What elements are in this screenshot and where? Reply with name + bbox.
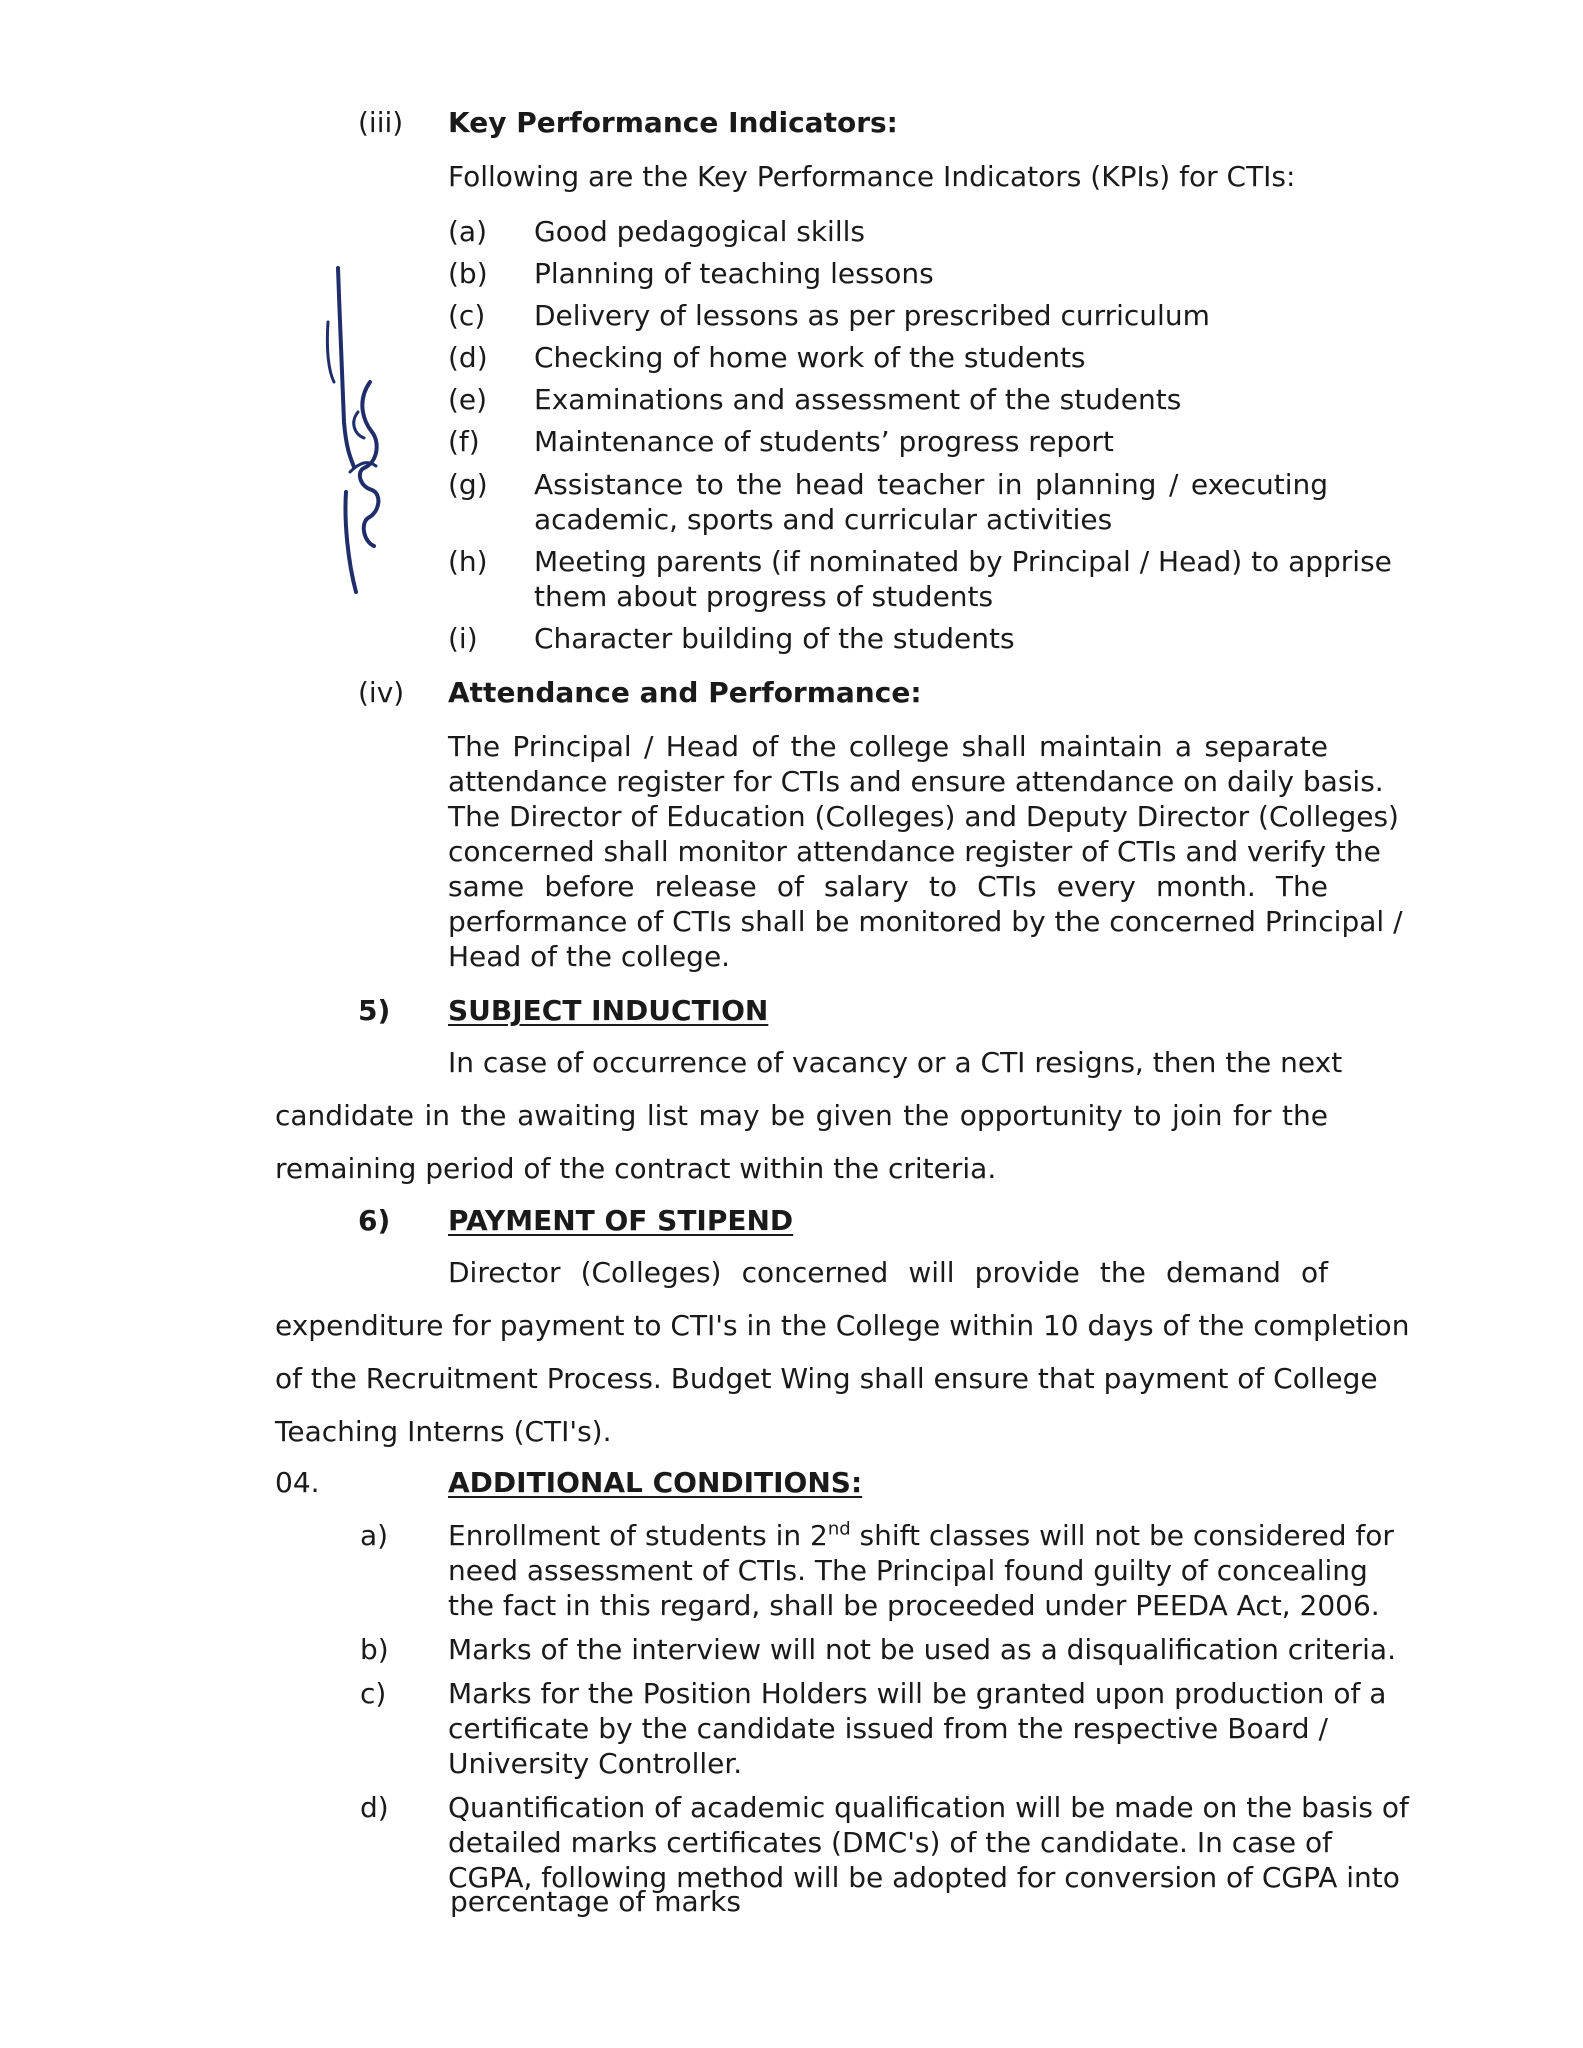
kpi-item-label: (c) — [448, 299, 486, 332]
stipend-paragraph — [275, 1246, 1410, 1458]
attendance-heading: Attendance and Performance: — [448, 676, 922, 709]
kpi-item-text: Good pedagogical skills — [534, 215, 865, 248]
kpi-item-text: Maintenance of students’ progress report — [534, 425, 1114, 458]
kpi-item-label: (i) — [448, 622, 478, 655]
induction-line: In case of occurrence of vacancy or a CTI resigns, then the next — [448, 1046, 1343, 1079]
condition-d-line-4: percentage of marks — [450, 1885, 741, 1918]
kpi-number: (iii) — [358, 106, 404, 139]
conditions-number: 04. — [275, 1466, 320, 1499]
kpi-item-text-cont: academic, sports and curricular activities — [534, 503, 1113, 536]
condition-d-line-1: Quantification of academic qualification will be made on the basis of — [448, 1791, 1409, 1824]
kpi-intro: Following are the Key Performance Indicators (KPIs) for CTIs: — [448, 160, 1296, 193]
condition-a-label: a) — [360, 1519, 389, 1552]
condition-c-line-2: certificate by the candidate issued from the respective Board / — [448, 1712, 1328, 1745]
condition-b-line-1: Marks of the interview will not be used as a disqualification criteria. — [448, 1633, 1396, 1666]
stipend-line: expenditure for payment to CTI's in the College within 10 days of the completion — [275, 1309, 1410, 1342]
kpi-item-label: (d) — [448, 341, 488, 374]
condition-c-line-1: Marks for the Position Holders will be granted upon production of a — [448, 1677, 1387, 1710]
kpi-item-text-cont: them about progress of students — [534, 580, 994, 613]
conditions-heading: ADDITIONAL CONDITIONS: — [448, 1466, 863, 1499]
condition-d-label: d) — [360, 1791, 389, 1824]
kpi-item-label: (e) — [448, 383, 488, 416]
condition-a-line-3: the fact in this regard, shall be proceeded under PEEDA Act, 2006. — [448, 1589, 1380, 1622]
induction-heading: SUBJECT INDUCTION — [448, 994, 769, 1027]
kpi-item-text: Assistance to the head teacher in planning / executing — [534, 468, 1328, 501]
induction-line: remaining period of the contract within the criteria. — [275, 1152, 997, 1185]
condition-a-line-1 — [448, 1518, 1394, 1553]
induction-paragraph — [275, 1036, 1343, 1195]
kpi-item-label: (a) — [448, 215, 488, 248]
condition-a-line-2: need assessment of CTIs. The Principal found guilty of concealing — [448, 1554, 1368, 1587]
attendance-line: The Principal / Head of the college shall maintain a separate — [448, 730, 1328, 763]
attendance-line: performance of CTIs shall be monitored by the concerned Principal / — [448, 905, 1403, 938]
kpi-heading: Key Performance Indicators: — [448, 106, 898, 139]
condition-d-line-2: detailed marks certificates (DMC's) of the candidate. In case of — [448, 1826, 1333, 1859]
induction-line: candidate in the awaiting list may be given the opportunity to join for the — [275, 1099, 1328, 1132]
ordinal-suffix: nd — [827, 1518, 851, 1540]
induction-number: 5) — [358, 994, 391, 1027]
kpi-item-text: Meeting parents (if nominated by Principal / Head) to apprise — [534, 545, 1392, 578]
attendance-line: Head of the college. — [448, 940, 731, 973]
stipend-number: 6) — [358, 1204, 391, 1237]
kpi-item-text: Examinations and assessment of the students — [534, 383, 1182, 416]
condition-c-label: c) — [360, 1677, 387, 1710]
attendance-paragraph — [448, 729, 1403, 974]
attendance-line: concerned shall monitor attendance register of CTIs and verify the — [448, 835, 1381, 868]
stipend-heading: PAYMENT OF STIPEND — [448, 1204, 794, 1237]
attendance-line: The Director of Education (Colleges) and Deputy Director (Colleges) — [448, 800, 1399, 833]
kpi-item-text: Character building of the students — [534, 622, 1015, 655]
condition-a-text: shift classes will not be considered for — [850, 1519, 1394, 1552]
condition-b-label: b) — [360, 1633, 389, 1666]
attendance-number: (iv) — [358, 676, 405, 709]
stipend-line: Director (Colleges) concerned will provide the demand of — [448, 1256, 1328, 1289]
kpi-item-text: Checking of home work of the students — [534, 341, 1086, 374]
stipend-line: of the Recruitment Process. Budget Wing shall ensure that payment of College — [275, 1362, 1378, 1395]
attendance-line: attendance register for CTIs and ensure attendance on daily basis. — [448, 765, 1384, 798]
kpi-item-label: (b) — [448, 257, 488, 290]
kpi-item-text: Planning of teaching lessons — [534, 257, 934, 290]
condition-d-line-4-cut — [450, 1885, 1350, 1924]
kpi-item-label: (f) — [448, 425, 480, 458]
condition-c-line-3: University Controller. — [448, 1747, 743, 1780]
kpi-item-text: Delivery of lessons as per prescribed curriculum — [534, 299, 1210, 332]
kpi-item-label: (h) — [448, 545, 488, 578]
kpi-item-label: (g) — [448, 468, 488, 501]
attendance-line: same before release of salary to CTIs every month. The — [448, 870, 1328, 903]
stipend-line: Teaching Interns (CTI's). — [275, 1415, 612, 1448]
signature — [320, 262, 410, 607]
condition-d-line-3: CGPA, following method will be adopted for conversion of CGPA into — [448, 1861, 1400, 1894]
condition-a-text: Enrollment of students in 2 — [448, 1519, 828, 1552]
